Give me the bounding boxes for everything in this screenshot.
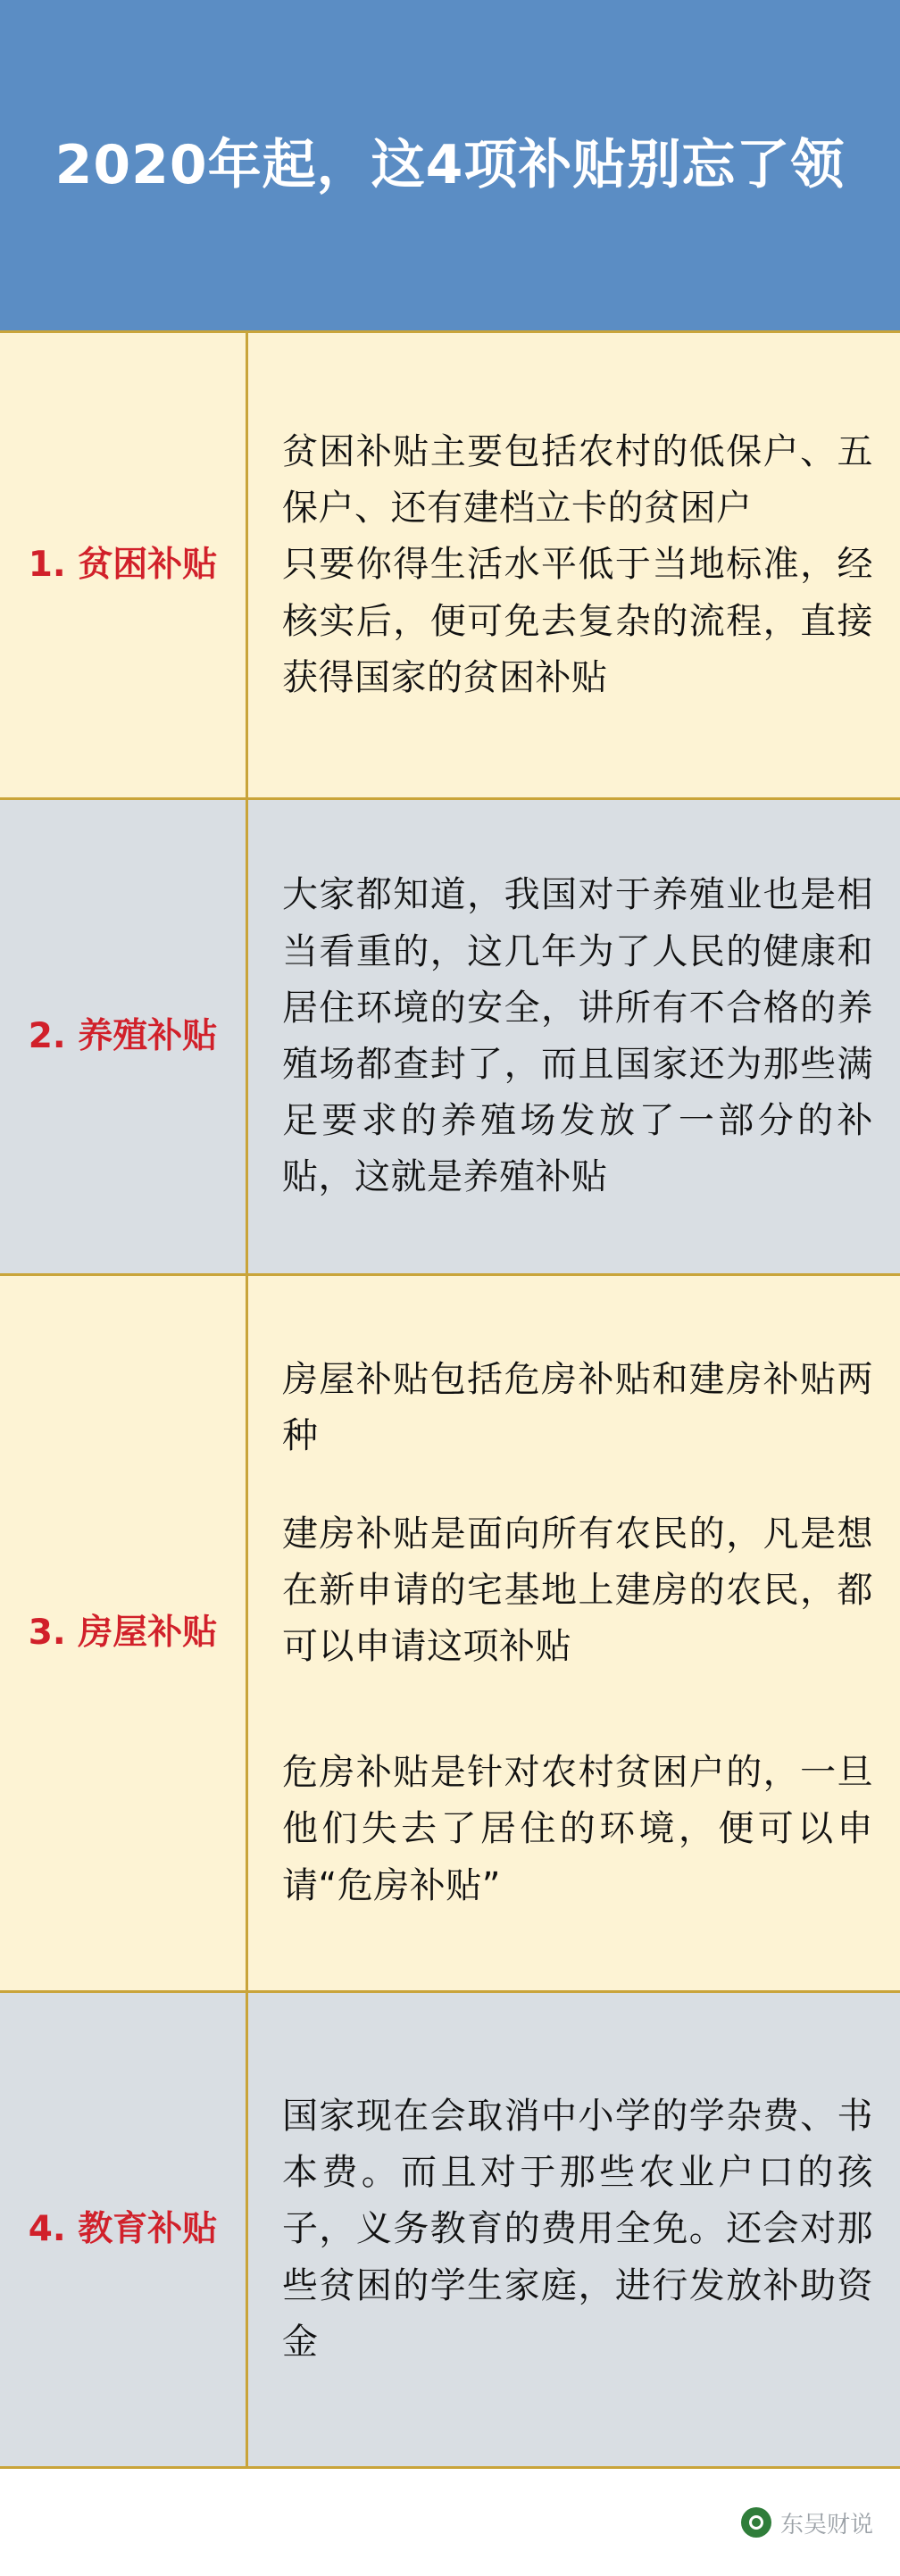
row-body-cell [248, 333, 900, 797]
row-label-cell [0, 800, 248, 1273]
row-1-paragraph-2: 只要你得生活水平低于当地标准，经核实后，便可免去复杂的流程，直接获得国家的贫困补贴 [282, 544, 873, 698]
subsidy-table [0, 330, 900, 2469]
row-label-2: 2. 养殖补贴 [28, 1015, 218, 1056]
page-title: 2020年起，这4项补贴别忘了领 [54, 133, 846, 196]
poster-footer [0, 2469, 900, 2576]
row-label-cell [0, 333, 248, 797]
row-label-cell [0, 1993, 248, 2466]
row-body-cell [248, 1993, 900, 2466]
brand-watermark [741, 2506, 873, 2539]
row-3-paragraph-2: 建房补贴是面向所有农民的，凡是想在新申请的宅基地上建房的农民，都可以申请这项补贴 [282, 1513, 873, 1667]
wechat-account-icon [741, 2507, 771, 2538]
table-row [0, 333, 900, 800]
row-body-cell [248, 1276, 900, 1990]
brand-name: 东吴财说 [779, 2511, 873, 2538]
row-label-cell [0, 1276, 248, 1990]
table-row [0, 1276, 900, 1993]
row-4-paragraph-1: 国家现在会取消中小学的学杂费、书本费。而且对于那些农业户口的孩子，义务教育的费用全免。还会对那些贫困的学生家庭，进行发放补助资金 [282, 2096, 873, 2363]
row-label-3: 3. 房屋补贴 [28, 1612, 218, 1653]
row-3-paragraph-3: 危房补贴是针对农村贫困户的，一旦他们失去了居住的环境，便可以申请“危房补贴” [282, 1752, 873, 1906]
table-row [0, 800, 900, 1276]
row-1-paragraph-1: 贫困补贴主要包括农村的低保户、五保户、还有建档立卡的贫困户 [282, 431, 873, 529]
row-label-4: 4. 教育补贴 [28, 2208, 218, 2249]
row-2-paragraph-1: 大家都知道，我国对于养殖业也是相当看重的，这几年为了人民的健康和居住环境的安全，讲所有不合格的养殖场都查封了，而且国家还为那些满足要求的养殖场发放了一部分的补贴，这就是养殖补贴 [282, 874, 873, 1198]
row-body-cell [248, 800, 900, 1273]
row-3-paragraph-1: 房屋补贴包括危房补贴和建房补贴两种 [282, 1359, 873, 1457]
poster-header [0, 0, 900, 330]
table-row [0, 1993, 900, 2466]
row-label-1: 1. 贫困补贴 [28, 544, 218, 585]
